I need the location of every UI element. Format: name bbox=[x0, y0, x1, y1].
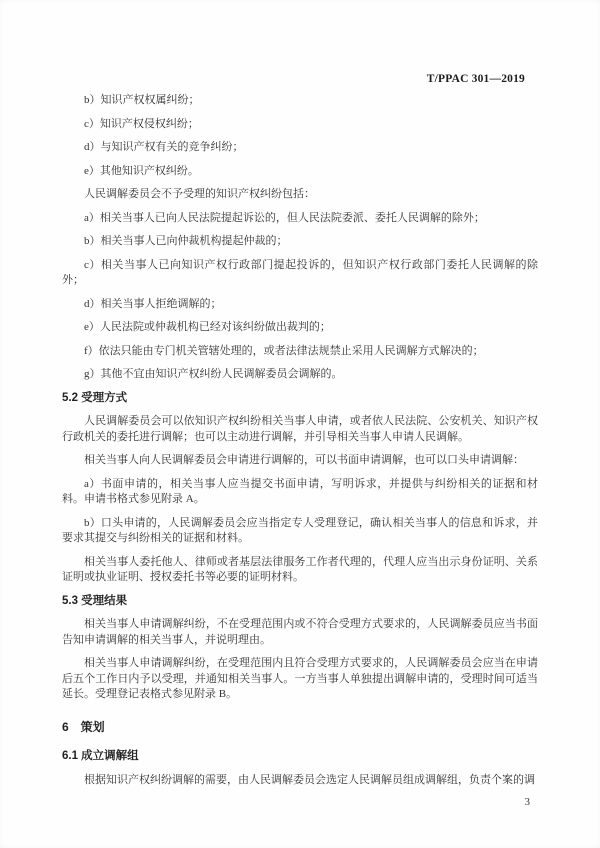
page-number: 3 bbox=[524, 796, 530, 808]
page-content bbox=[62, 0, 538, 808]
list-item-not-accepted-c: c）相关当事人已向知识产权行政部门提起投诉的，但知识产权行政部门委托人民调解的除外； bbox=[62, 258, 538, 286]
paragraph-acceptance-result-2: 相关当事人申请调解纠纷，在受理范围内且符合受理方式要求的，人民调解委员会应当在申请后五个工作日内予以受理，并通知相关当事人。一方当事人单独提出调解申请的，受理时间可适当延长。受理登记表格式参见附录 B。 bbox=[62, 657, 538, 700]
section-heading-6-1: 6.1 成立调解组 bbox=[62, 750, 139, 762]
list-item-not-accepted-d: d）相关当事人拒绝调解的； bbox=[84, 297, 222, 310]
list-item-dispute-type-e: e）其他知识产权纠纷。 bbox=[84, 164, 199, 177]
paragraph-acceptance-method-1: 人民调解委员会可以依知识产权纠纷相关当事人申请，或者依人民法院、公安机关、知识产权行政机关的委托进行调解；也可以主动进行调解，并引导相关当事人申请人民调解。 bbox=[62, 415, 538, 443]
list-item-dispute-type-d: d）与知识产权有关的竞争纠纷； bbox=[84, 141, 244, 153]
paragraph-acceptance-result-1: 相关当事人申请调解纠纷，不在受理范围内或不符合受理方式要求的，人民调解委员应当书面告知申请调解的相关当事人，并说明理由。 bbox=[62, 618, 538, 646]
list-item-written-application: a）书面申请的，相关当事人应当提交书面申请，写明诉求，并提供与纠纷相关的证据和材料。申请书格式参见附录 A。 bbox=[62, 477, 538, 505]
paragraph-agent-requirements: 相关当事人委托他人、律师或者基层法律服务工作者代理的，代理人应当出示身份证明、关系证明或执业证明、授权委托书等必要的证明材料。 bbox=[62, 555, 538, 583]
list-item-dispute-type-b: b）知识产权权属纠纷； bbox=[84, 94, 200, 106]
list-item-not-accepted-e: e）人民法院或仲裁机构已经对该纠纷做出裁判的； bbox=[84, 321, 331, 333]
section-heading-5-2: 5.2 受理方式 bbox=[62, 391, 128, 404]
paragraph-acceptance-method-2: 相关当事人向人民调解委员会申请进行调解的，可以书面申请调解，也可以口头申请调解： bbox=[84, 454, 524, 466]
section-heading-5-3: 5.3 受理结果 bbox=[62, 594, 128, 607]
list-item-dispute-type-c: c）知识产权侵权纠纷； bbox=[84, 117, 199, 130]
list-item-not-accepted-f: f）依法只能由专门机关管辖处理的，或者法律法规禁止采用人民调解方式解决的； bbox=[84, 344, 484, 357]
list-item-not-accepted-b: b）相关当事人已向仲裁机构提起仲裁的； bbox=[84, 235, 288, 247]
list-item-not-accepted-a: a）相关当事人已向人民法院提起诉讼的，但人民法院委派、委托人民调解的除外； bbox=[84, 211, 485, 224]
paragraph-mediation-group: 根据知识产权纠纷调解的需要，由人民调解委员会选定人民调解员组成调解组，负责个案的调 bbox=[84, 773, 535, 786]
list-item-not-accepted-g: g）其他不宜由知识产权纠纷人民调解委员会调解的。 bbox=[84, 368, 343, 380]
document-code-header: T/PPAC 301—2019 bbox=[426, 73, 525, 85]
chapter-heading-6: 6 策划 bbox=[62, 719, 105, 734]
list-item-oral-application: b）口头申请的，人民调解委员会应当指定专人受理登记，确认相关当事人的信息和诉求，并要求其提交与纠纷相关的证据和材料。 bbox=[62, 516, 538, 544]
paragraph-not-accepted-intro: 人民调解委员会不予受理的知识产权纠纷包括： bbox=[84, 188, 315, 200]
